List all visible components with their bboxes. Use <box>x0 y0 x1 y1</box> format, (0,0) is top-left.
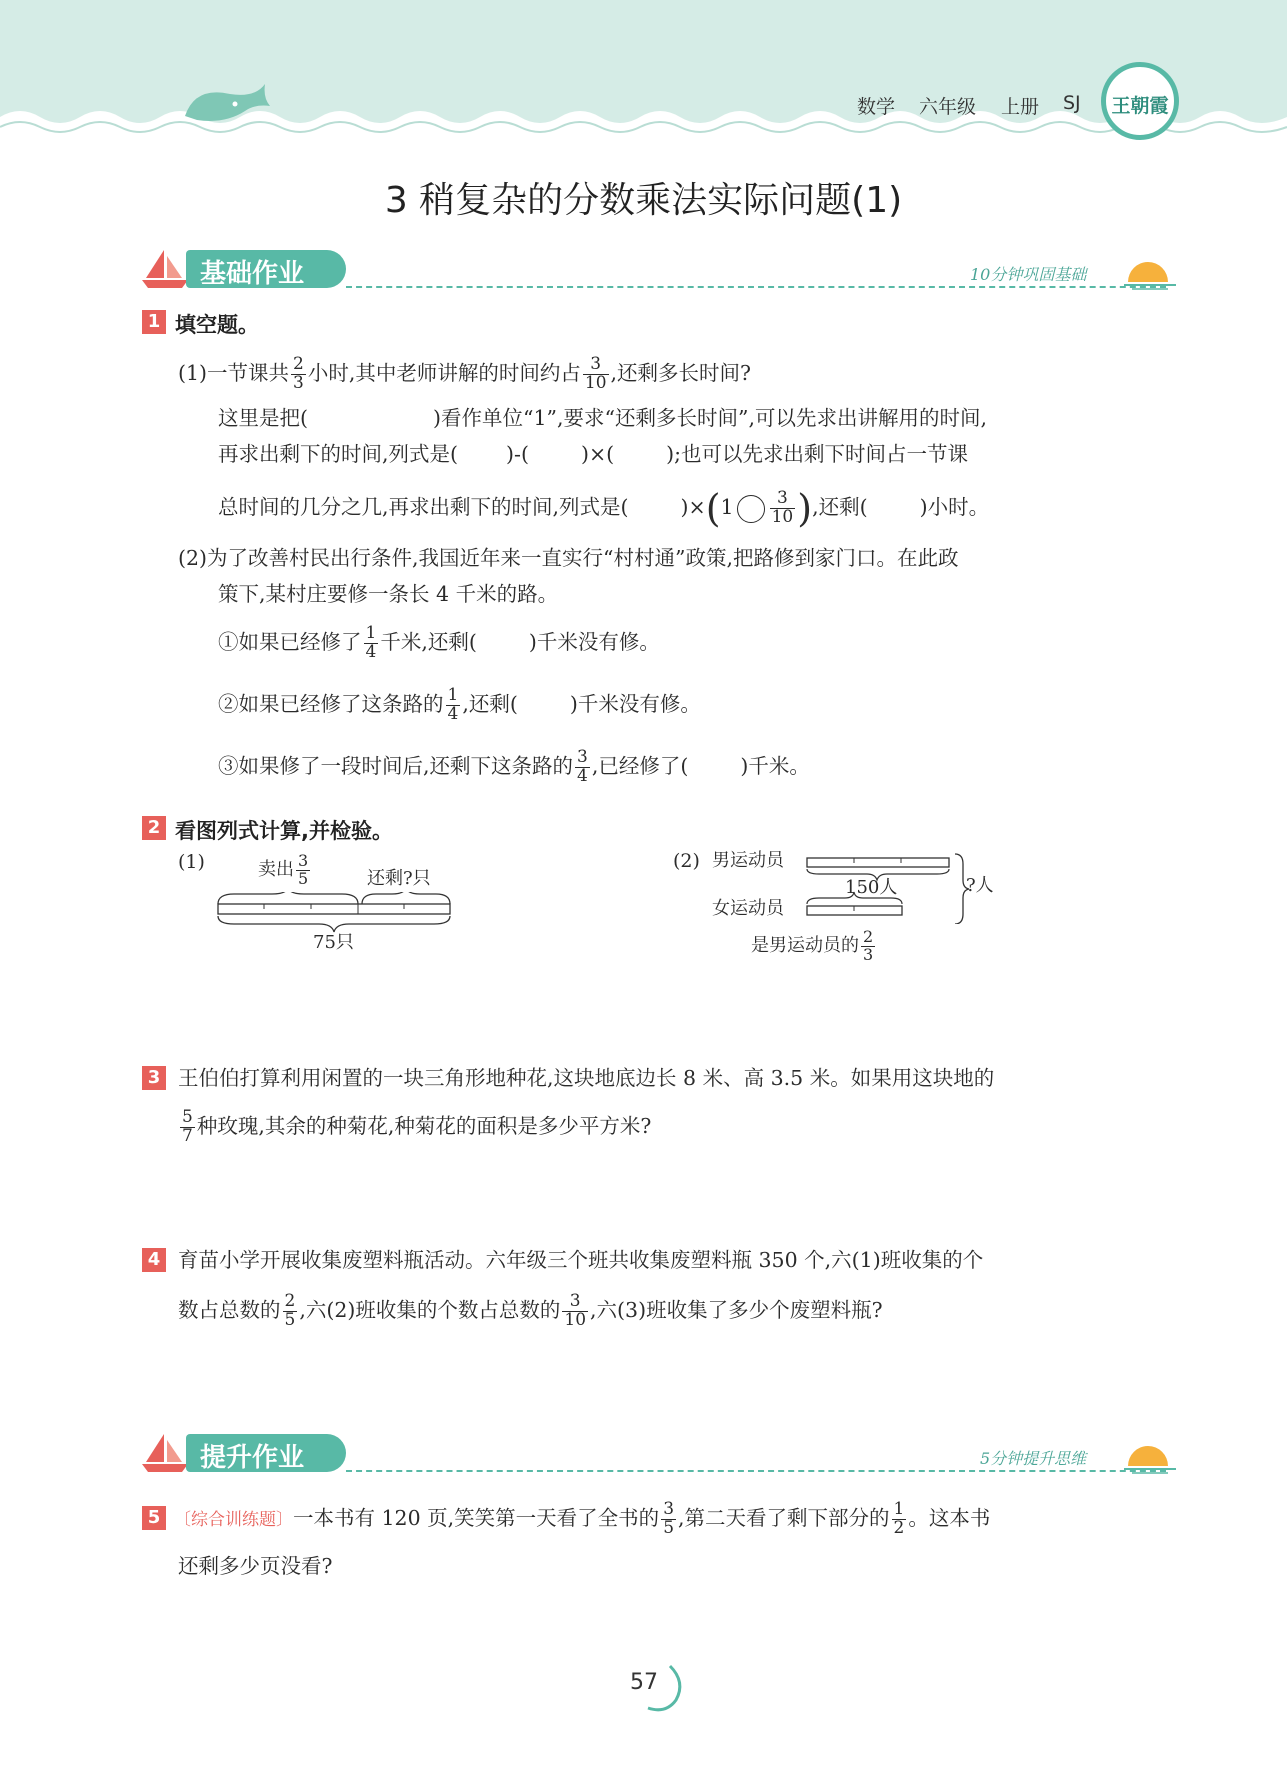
diagram2-relation-label <box>751 924 877 968</box>
question-number-3: 3 <box>142 1066 166 1090</box>
fraction-numerator: 5 <box>182 1107 193 1128</box>
fraction-numerator: 3 <box>577 747 588 768</box>
diagram1-rest-label: 还剩?只 <box>367 868 431 889</box>
q1-l3d: );也可以先求出剩下时间占一节课 <box>666 442 969 466</box>
fraction-numerator: 2 <box>293 354 304 375</box>
right-paren-large: ) <box>797 486 813 531</box>
question-number-1: 1 <box>142 310 166 334</box>
section1-label: 基础作业 <box>200 259 305 289</box>
fraction-denominator: 10 <box>771 507 794 527</box>
fraction-1-4 <box>364 625 379 662</box>
q5-l1a: 一本书有 120 页,笑笑第一天看了全书的 <box>293 1506 660 1530</box>
fraction-3-4 <box>575 749 590 786</box>
fraction-1-2 <box>892 1501 907 1538</box>
q1-part1-line3 <box>218 444 968 465</box>
fraction-1-4 <box>446 687 461 724</box>
diagram1-sold-text: 卖出 <box>258 859 294 880</box>
q1-part2-line2: 策下,某村庄要修一条长 4 千米的路。 <box>218 582 559 606</box>
diagram2-women-label: 女运动员 <box>712 898 784 919</box>
q1-s1c: )千米没有修。 <box>528 630 660 654</box>
fraction-denominator: 7 <box>182 1126 193 1146</box>
fraction-denominator: 10 <box>584 373 607 393</box>
page-number: 57 <box>630 1670 658 1695</box>
fraction-2-3 <box>291 356 306 393</box>
fraction-denominator: 2 <box>893 1518 905 1538</box>
fraction-denominator: 3 <box>293 373 304 393</box>
sunrise-icon <box>1122 1436 1178 1476</box>
diagram1-label: (1) <box>178 851 205 873</box>
q1-part1-line2 <box>218 408 987 429</box>
q4-l2a: 数占总数的 <box>178 1298 281 1322</box>
fraction-numerator: 3 <box>298 850 309 870</box>
fraction-numerator: 3 <box>770 490 796 509</box>
fraction-denominator: 5 <box>284 1310 296 1330</box>
fraction-numerator: 1 <box>447 685 459 706</box>
fraction-2-3 <box>861 926 875 964</box>
q3-line2 <box>178 1100 651 1152</box>
diagram2-label: (2) <box>673 850 700 872</box>
fraction-numerator: 2 <box>284 1291 296 1312</box>
brand-logo <box>1101 62 1179 140</box>
header-subject: 数学 <box>857 96 896 118</box>
q4-line1: 育苗小学开展收集废塑料瓶活动。六年级三个班共收集废塑料瓶 350 个,六(1)班收集的个 <box>178 1248 984 1272</box>
fraction-numerator: 1 <box>893 1499 905 1520</box>
fraction-2-5 <box>283 1293 298 1330</box>
q5-l1b: ,第二天看了剩下部分的 <box>678 1506 890 1530</box>
q4-line2 <box>178 1284 883 1336</box>
fraction-numerator: 2 <box>863 926 874 946</box>
question-2-heading: 看图列式计算,并检验。 <box>175 819 393 843</box>
q1-sub1 <box>218 618 660 666</box>
section1-banner <box>186 250 346 288</box>
q1-l3a: 再求出剩下的时间,列式是( <box>218 442 459 466</box>
whale-icon <box>175 76 275 126</box>
fraction-3-10 <box>583 356 609 393</box>
diagram2-men-value: 150人 <box>845 877 898 898</box>
q5-tag: 〔综合训练题〕 <box>174 1510 293 1530</box>
q5-line1 <box>174 1492 990 1546</box>
diagram1-sold-label <box>258 848 312 892</box>
header-edition: SJ <box>1063 92 1081 114</box>
header-volume: 上册 <box>1001 96 1040 118</box>
q1-l3c: )×( <box>580 442 615 466</box>
q1-sub3 <box>218 742 810 790</box>
fraction-denominator: 5 <box>663 1518 675 1538</box>
diagram1-total-label: 75只 <box>313 932 354 953</box>
q1-s2b: ,还剩( <box>462 692 518 716</box>
q5-l1c: 。这本书 <box>908 1506 991 1530</box>
q1-l4a: 总时间的几分之几,再求出剩下的时间,列式是( <box>218 495 629 519</box>
section2-note: 5分钟提升思维 <box>980 1449 1087 1468</box>
section2-divider <box>346 1470 1166 1472</box>
q1-s2a: ②如果已经修了这条路的 <box>218 692 444 716</box>
section1-note: 10分钟巩固基础 <box>970 265 1087 284</box>
fraction-denominator: 4 <box>365 642 377 662</box>
q1-p1a: (1)一节课共 <box>178 361 290 385</box>
q3-line1: 王伯伯打算利用闲置的一块三角形地种花,这块地底边长 8 米、高 3.5 米。如果用这块地的 <box>178 1066 995 1090</box>
operator-circle-blank[interactable] <box>737 495 765 523</box>
fraction-denominator: 4 <box>577 766 588 786</box>
fraction-3-5 <box>661 1501 676 1538</box>
q1-part1-line1 <box>178 348 751 398</box>
q1-l4c: 1 <box>720 495 734 519</box>
fraction-3-10 <box>770 490 796 527</box>
q1-p1c: ,还剩多长时间? <box>610 361 752 385</box>
fraction-denominator: 5 <box>298 868 309 888</box>
fraction-denominator: 3 <box>863 944 874 964</box>
question-number-4: 4 <box>142 1248 166 1272</box>
fraction-numerator: 3 <box>562 1293 588 1312</box>
q1-part2-line1: (2)为了改善村民出行条件,我国近年来一直实行“村村通”政策,把路修到家门口。在此政 <box>178 546 959 570</box>
q1-l4e: )小时。 <box>919 495 990 519</box>
sunrise-icon <box>1122 252 1178 292</box>
q1-l4d: ,还剩( <box>812 495 868 519</box>
question-1-heading: 填空题。 <box>175 313 259 337</box>
fraction-3-10 <box>562 1293 588 1330</box>
fraction-3-5 <box>296 850 310 888</box>
section2-label: 提升作业 <box>200 1443 305 1473</box>
q3-l2: 种玫瑰,其余的种菊花,种菊花的面积是多少平方米? <box>196 1114 652 1138</box>
q1-sub2 <box>218 680 701 728</box>
header-grade: 六年级 <box>919 96 977 118</box>
q1-s3c: )千米。 <box>740 754 810 778</box>
diagram2-men-label: 男运动员 <box>712 850 784 871</box>
page-title: 3 稍复杂的分数乘法实际问题(1) <box>384 180 903 221</box>
q1-l3b: )-( <box>506 442 529 466</box>
q1-l2a: 这里是把( <box>218 406 308 430</box>
q1-s1b: 千米,还剩( <box>380 630 477 654</box>
brand-logo-text: 王朝霞 <box>1111 95 1169 117</box>
q4-l2c: ,六(3)班收集了多少个废塑料瓶? <box>590 1298 883 1322</box>
sailboat-icon <box>140 1432 190 1474</box>
diagram2-relation-text: 是男运动员的 <box>751 935 859 956</box>
q1-s2c: )千米没有修。 <box>569 692 701 716</box>
fraction-numerator: 3 <box>583 356 609 375</box>
question-number-2: 2 <box>142 816 166 840</box>
fraction-numerator: 3 <box>663 1499 675 1520</box>
fraction-numerator: 1 <box>365 623 377 644</box>
fraction-denominator: 10 <box>564 1310 587 1330</box>
q1-l4b: )× <box>680 495 706 519</box>
q1-part1-line4 <box>218 480 989 536</box>
question-number-5: 5 <box>142 1506 166 1530</box>
section2-banner <box>186 1434 346 1472</box>
q1-s3b: ,已经修了( <box>591 754 689 778</box>
diagram2-total-label: ?人 <box>966 875 994 896</box>
fraction-5-7 <box>180 1109 195 1146</box>
q5-line2: 还剩多少页没看? <box>178 1554 333 1578</box>
q4-l2b: ,六(2)班收集的个数占总数的 <box>299 1298 561 1322</box>
sailboat-icon <box>140 248 190 290</box>
q1-p1b: 小时,其中老师讲解的时间约占 <box>307 361 581 385</box>
q1-s1a: ①如果已经修了 <box>218 630 362 654</box>
section1-divider <box>346 286 1166 288</box>
left-paren-large: ( <box>705 486 721 531</box>
q1-s3a: ③如果修了一段时间后,还剩下这条路的 <box>218 754 574 778</box>
fraction-denominator: 4 <box>447 704 459 724</box>
q1-l2b: )看作单位“1”,要求“还剩多长时间”,可以先求出讲解用的时间, <box>433 406 988 430</box>
